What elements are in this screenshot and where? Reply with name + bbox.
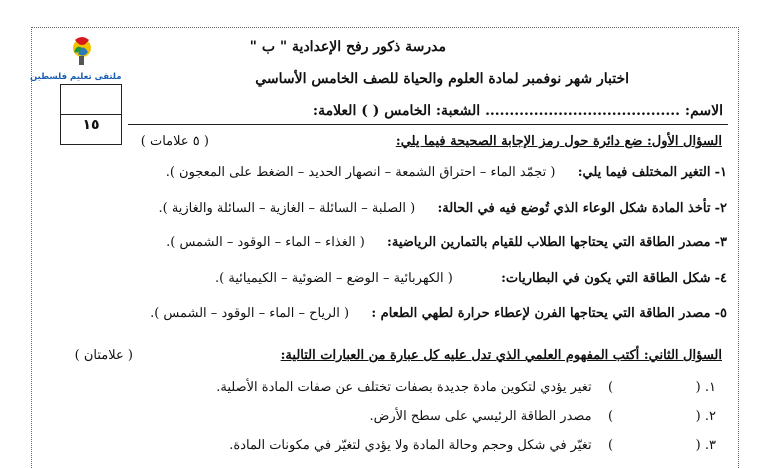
q2-item-1 [216, 380, 716, 395]
q1-heading: السؤال الأول: ضع دائرة حول رمز الإجابة الصحيحة فيما يلي: [395, 134, 722, 149]
student-info-line: الاسم: ........................................ الشعبة: الخامس ( ) العلامة: [312, 103, 723, 119]
q1-item-2-num: ٢- [714, 201, 727, 216]
q2-item-3-text: تغيّر في شكل وحجم وحالة المادة ولا يؤدي لتغيّر في مكونات المادة. [229, 438, 592, 453]
school-name: مدرسة ذكور رفح الإعدادية " ب " [249, 39, 446, 55]
q1-marks: ( ٥ علامات ) [140, 134, 209, 149]
q2-item-3-num: ٣. [704, 438, 716, 453]
q1-item-3-stem: مصدر الطاقة التي يحتاجها الطلاب للقيام بالتمارين الرياضية: [387, 235, 711, 250]
q1-item-4-options: ( الكهربائية – الوضع – الضوئية – الكيميائية ). [215, 271, 453, 286]
logo-caption: ملتقى تعليم فلسطين [30, 72, 122, 82]
q2-item-2 [370, 409, 716, 424]
header-divider [128, 124, 728, 125]
q1-item-1 [166, 165, 727, 180]
q1-item-1-stem: التغير المختلف فيما يلي: [577, 165, 711, 180]
q1-item-2-options: ( الصلبة – السائلة – الغازية – السائلة والغازية ). [158, 201, 416, 216]
q1-item-1-options: ( تجمّد الماء – احتراق الشمعة – انصهار الحديد – الضغط على المعجون ). [165, 165, 556, 180]
q1-item-4 [215, 271, 727, 286]
exam-title: اختبار شهر نوفمبر لمادة العلوم والحياة للصف الخامس الأساسي [255, 71, 629, 87]
q2-item-2-blank[interactable]: ( ) [607, 409, 701, 424]
q1-item-5-num: ٥- [714, 306, 727, 321]
grade-box [60, 84, 122, 145]
q1-item-1-num: ١- [714, 165, 727, 180]
grade-total: ١٥ [82, 117, 100, 133]
q1-item-4-stem: شكل الطاقة التي يكون في البطاريات: [501, 271, 711, 286]
q1-item-2 [158, 201, 727, 216]
q2-item-3 [229, 438, 716, 453]
q1-item-5-stem: مصدر الطاقة التي يحتاجها الفرن لإعطاء حرارة لطهي الطعام : [371, 306, 711, 321]
q2-item-2-text: مصدر الطاقة الرئيسي على سطح الأرض. [369, 409, 592, 424]
q1-item-4-num: ٤- [714, 271, 727, 286]
q2-heading: السؤال الثاني: أكتب المفهوم العلمي الذي تدل عليه كل عبارة من العبارات التالية: [280, 348, 722, 363]
q2-item-1-blank[interactable]: ( ) [607, 380, 701, 395]
q2-marks: ( علامتان ) [74, 348, 133, 363]
q2-item-2-num: ٢. [704, 409, 716, 424]
q2-item-1-num: ١. [704, 380, 716, 395]
q2-item-1-text: تغير يؤدي لتكوين مادة جديدة بصفات تختلف عن صفات المادة الأصلية. [216, 380, 592, 395]
q1-item-3-num: ٣- [714, 235, 727, 250]
q1-item-3 [166, 235, 727, 250]
q2-item-3-blank[interactable]: ( ) [607, 438, 701, 453]
q1-item-5 [150, 306, 727, 321]
grade-box-divider [61, 114, 121, 115]
q1-item-2-stem: تأخذ المادة شكل الوعاء الذي تُوضع فيه في الحالة: [437, 201, 711, 216]
q1-item-5-options: ( الرياح – الماء – الوقود – الشمس ). [150, 306, 350, 321]
q1-item-3-options: ( الغذاء – الماء – الوقود – الشمس ). [166, 235, 365, 250]
